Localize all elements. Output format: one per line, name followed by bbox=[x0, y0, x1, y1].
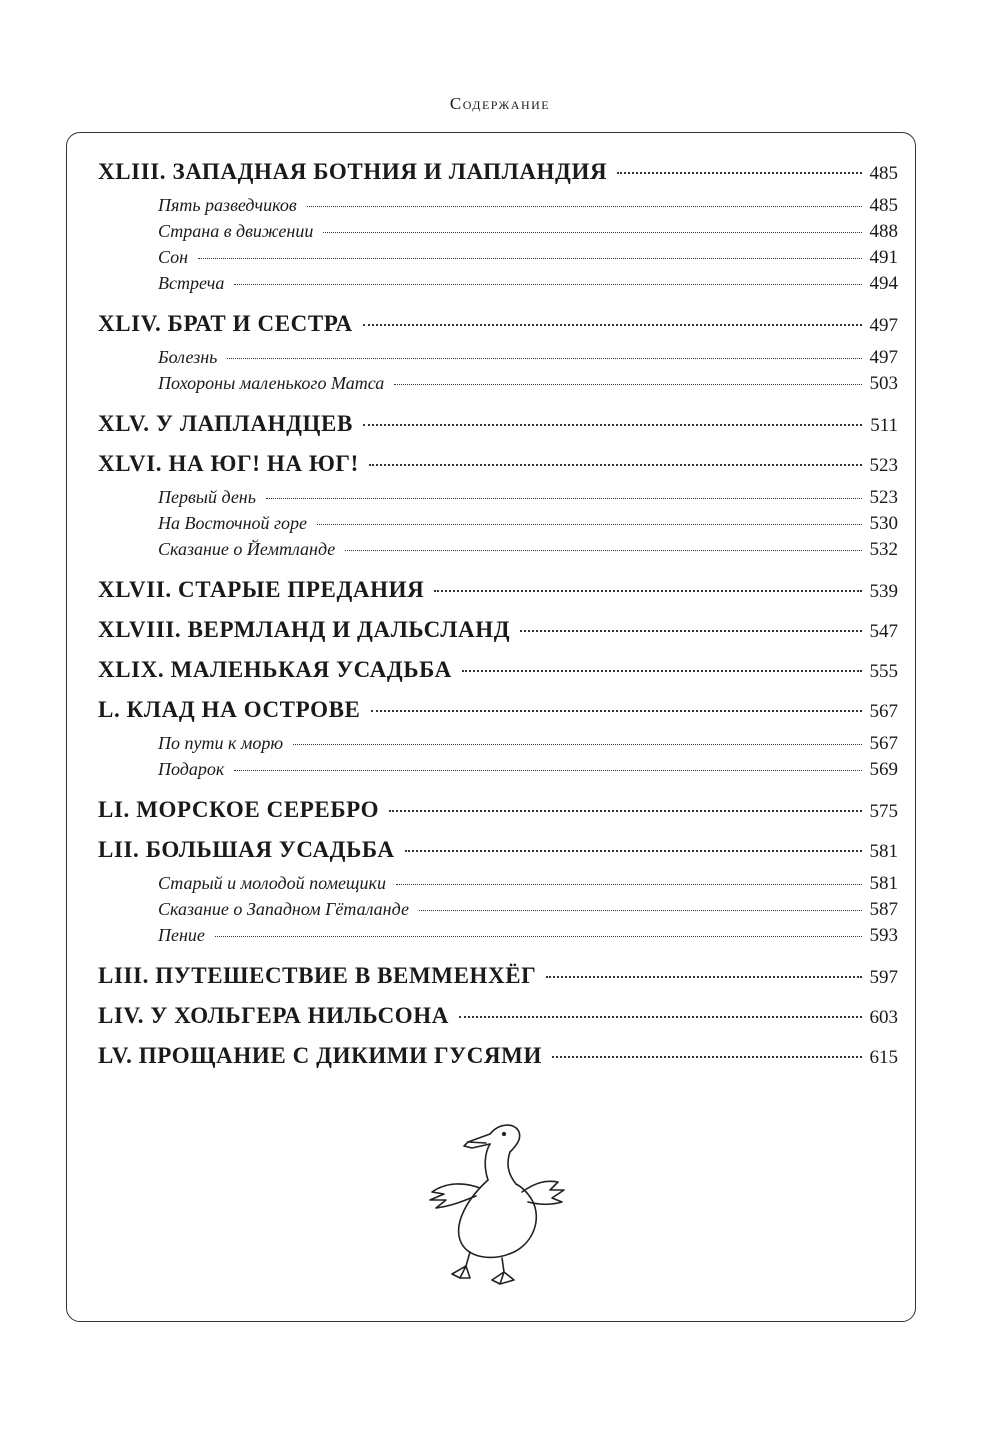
toc-subsection-entry bbox=[98, 370, 898, 396]
toc-subsection-entry bbox=[98, 218, 898, 244]
entry-title: XLIX. МАЛЕНЬКАЯ УСАДЬБА bbox=[98, 657, 452, 682]
page-number: 603 bbox=[869, 1007, 898, 1028]
page-number: 593 bbox=[869, 925, 898, 946]
page-number: 567 bbox=[869, 733, 898, 754]
entry-title: LIII. ПУТЕШЕСТВИЕ В ВЕММЕНХЁГ bbox=[98, 963, 537, 988]
table-of-contents bbox=[98, 152, 898, 1076]
dot-leader bbox=[215, 936, 862, 937]
page-header: Содержание bbox=[449, 94, 551, 113]
toc-chapter-entry bbox=[98, 570, 898, 610]
entry-title: XLVIII. ВЕРМЛАНД И ДАЛЬСЛАНД bbox=[98, 617, 511, 642]
entry-title: LII. БОЛЬШАЯ УСАДЬБА bbox=[98, 837, 395, 862]
page-number: 547 bbox=[869, 621, 898, 642]
entry-title: XLIV. БРАТ И СЕСТРА bbox=[98, 311, 353, 336]
toc-subsection-entry bbox=[98, 344, 898, 370]
page-number: 539 bbox=[869, 581, 898, 602]
dot-leader bbox=[389, 810, 861, 812]
dot-leader bbox=[198, 258, 861, 259]
toc-subsection-entry bbox=[98, 896, 898, 922]
dot-leader bbox=[234, 770, 861, 771]
dot-leader bbox=[371, 710, 862, 712]
dot-leader bbox=[293, 744, 861, 745]
entry-title: LIV. У ХОЛЬГЕРА НИЛЬСОНА bbox=[98, 1003, 449, 1028]
toc-chapter-entry bbox=[98, 650, 898, 690]
dot-leader bbox=[459, 1016, 862, 1018]
page-number: 503 bbox=[869, 373, 898, 394]
toc-subsection-entry bbox=[98, 244, 898, 270]
toc-subsection-entry bbox=[98, 922, 898, 948]
entry-title: Сказание о Йемтланде bbox=[158, 539, 336, 559]
toc-chapter-entry bbox=[98, 690, 898, 730]
dot-leader bbox=[363, 424, 862, 426]
entry-title: XLIII. ЗАПАДНАЯ БОТНИЯ И ЛАПЛАНДИЯ bbox=[98, 159, 608, 184]
entry-title: Болезнь bbox=[158, 347, 218, 367]
toc-chapter-entry bbox=[98, 152, 898, 192]
page-number: 532 bbox=[869, 539, 898, 560]
dot-leader bbox=[552, 1056, 862, 1058]
toc-subsection-entry bbox=[98, 510, 898, 536]
dot-leader bbox=[396, 884, 862, 885]
entry-title: По пути к морю bbox=[158, 733, 284, 753]
page-number: 523 bbox=[869, 455, 898, 476]
toc-subsection-entry bbox=[98, 484, 898, 510]
toc-chapter-entry bbox=[98, 996, 898, 1036]
page-number: 555 bbox=[869, 661, 898, 682]
page-number: 569 bbox=[869, 759, 898, 780]
entry-title: Сказание о Западном Гёталанде bbox=[158, 899, 409, 919]
toc-subsection-entry bbox=[98, 536, 898, 562]
dot-leader bbox=[266, 498, 862, 499]
dot-leader bbox=[369, 464, 862, 466]
entry-title: На Восточной горе bbox=[158, 513, 308, 533]
dot-leader bbox=[405, 850, 862, 852]
dot-leader bbox=[617, 172, 861, 174]
entry-title: XLVII. СТАРЫЕ ПРЕДАНИЯ bbox=[98, 577, 425, 602]
page-number: 523 bbox=[869, 487, 898, 508]
page-number: 494 bbox=[869, 273, 898, 294]
entry-title: L. КЛАД НА ОСТРОВЕ bbox=[98, 697, 361, 722]
entry-title: Пение bbox=[158, 925, 205, 945]
entry-title: Первый день bbox=[158, 487, 256, 507]
dot-leader bbox=[234, 284, 861, 285]
toc-chapter-entry bbox=[98, 1036, 898, 1076]
page-number: 488 bbox=[869, 221, 898, 242]
toc-chapter-entry bbox=[98, 956, 898, 996]
toc-chapter-entry bbox=[98, 404, 898, 444]
toc-chapter-entry bbox=[98, 444, 898, 484]
entry-title: Похороны маленького Матса bbox=[158, 373, 385, 393]
dot-leader bbox=[317, 524, 861, 525]
page-number: 497 bbox=[869, 347, 898, 368]
toc-chapter-entry bbox=[98, 830, 898, 870]
toc-subsection-entry bbox=[98, 270, 898, 296]
page-number: 530 bbox=[869, 513, 898, 534]
page-number: 587 bbox=[869, 899, 898, 920]
dot-leader bbox=[345, 550, 861, 551]
dot-leader bbox=[462, 670, 862, 672]
entry-title: Подарок bbox=[158, 759, 225, 779]
entry-title: Старый и молодой помещики bbox=[158, 873, 386, 893]
entry-title: LV. ПРОЩАНИЕ С ДИКИМИ ГУСЯМИ bbox=[98, 1043, 542, 1068]
entry-title: XLV. У ЛАПЛАНДЦЕВ bbox=[98, 411, 353, 436]
page-number: 581 bbox=[869, 841, 898, 862]
dot-leader bbox=[307, 206, 862, 207]
dot-leader bbox=[546, 976, 861, 978]
dot-leader bbox=[227, 358, 861, 359]
entry-title: Страна в движении bbox=[158, 221, 314, 241]
page-number: 497 bbox=[869, 315, 898, 336]
page-number: 567 bbox=[869, 701, 898, 722]
dot-leader bbox=[323, 232, 861, 233]
toc-chapter-entry bbox=[98, 610, 898, 650]
toc-subsection-entry bbox=[98, 730, 898, 756]
entry-title: Сон bbox=[158, 247, 189, 267]
page-number: 581 bbox=[869, 873, 898, 894]
toc-subsection-entry bbox=[98, 192, 898, 218]
page-number: 615 bbox=[869, 1047, 898, 1068]
page-number: 597 bbox=[869, 967, 898, 988]
toc-subsection-entry bbox=[98, 870, 898, 896]
entry-title: Пять разведчиков bbox=[158, 195, 297, 215]
dot-leader bbox=[363, 324, 862, 326]
entry-title: XLVI. НА ЮГ! НА ЮГ! bbox=[98, 451, 359, 476]
dot-leader bbox=[520, 630, 861, 632]
dot-leader bbox=[434, 590, 861, 592]
page-number: 485 bbox=[869, 163, 898, 184]
entry-title: Встреча bbox=[158, 273, 225, 293]
toc-subsection-entry bbox=[98, 756, 898, 782]
page-number: 485 bbox=[869, 195, 898, 216]
toc-chapter-entry bbox=[98, 304, 898, 344]
page-number: 511 bbox=[870, 415, 898, 436]
dot-leader bbox=[394, 384, 861, 385]
entry-title: LI. МОРСКОЕ СЕРЕБРО bbox=[98, 797, 380, 822]
goose-illustration bbox=[420, 1112, 570, 1287]
toc-chapter-entry bbox=[98, 790, 898, 830]
dot-leader bbox=[419, 910, 862, 911]
page-number: 575 bbox=[869, 801, 898, 822]
page-number: 491 bbox=[869, 247, 898, 268]
